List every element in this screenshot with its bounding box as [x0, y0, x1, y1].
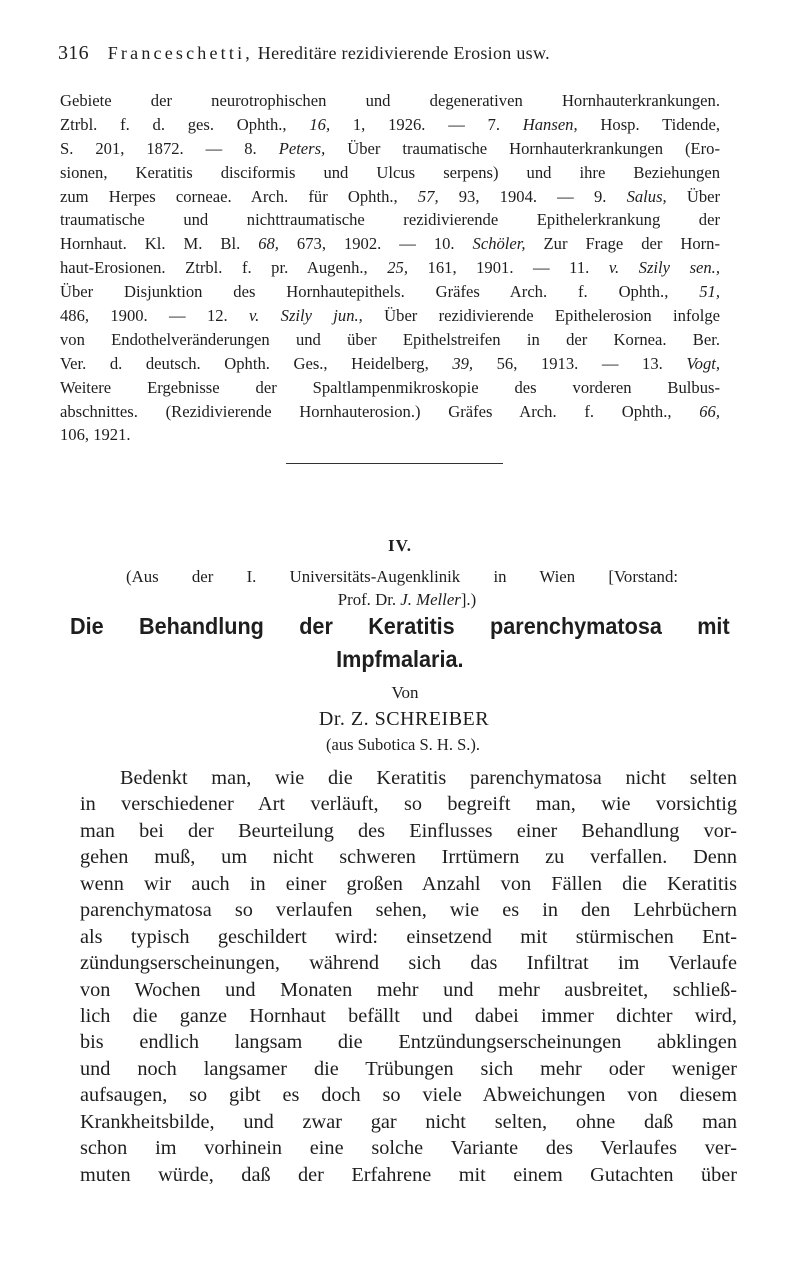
body-line: muten würde, daß der Erfahrene mit einem Gutachten über: [80, 1163, 737, 1186]
body-line: zündungserscheinungen, während sich das Infiltrat im Verlaufe: [80, 952, 737, 975]
reference-italic-text: v. Szily jun.,: [249, 306, 363, 326]
affiliation: [126, 565, 678, 611]
body-line: aufsaugen, so gibt es doch so viele Abweichungen von diesem: [80, 1084, 737, 1107]
article-title-line: Die Behandlung der Keratitis parenchymatosa mit: [70, 613, 730, 639]
reference-text: 56, 1913. — 13.: [473, 353, 687, 373]
reference-line: [60, 423, 720, 447]
reference-line: [60, 328, 720, 352]
reference-line: [60, 208, 720, 232]
reference-text: 673, 1902. — 10.: [278, 234, 473, 254]
reference-line: [60, 137, 720, 161]
body-line: und noch langsamer die Trübungen sich mehr oder weniger: [80, 1057, 737, 1080]
body-line: bis endlich langsam die Entzündungserscheinungen abklingen: [80, 1031, 737, 1054]
reference-text: Gebiete der neurotrophischen und degenerativen Hornhauterkrankungen.: [60, 91, 720, 110]
reference-text: Hosp. Tidende,: [577, 114, 720, 134]
reference-line: [60, 185, 720, 209]
reference-list: [60, 89, 720, 447]
reference-text: Über Disjunktion des Hornhautepithels. Gräfes Arch. f. Ophth.,: [60, 282, 700, 302]
reference-italic-text: 57,: [417, 186, 439, 206]
reference-italic-text: 16,: [309, 114, 331, 134]
running-head-title: Hereditäre rezidivierende Erosion usw.: [257, 43, 550, 63]
reference-text: 93, 1904. — 9.: [438, 186, 627, 206]
section-number: IV.: [388, 536, 412, 555]
reference-italic-text: 66,: [699, 401, 720, 421]
reference-line: [60, 376, 720, 400]
reference-italic-text: 51,: [699, 282, 720, 302]
reference-text: 1, 1926. — 7.: [330, 114, 523, 134]
reference-italic-text: Peters,: [278, 138, 326, 158]
reference-text: S. 201, 1872. — 8.: [60, 138, 279, 158]
reference-line: [60, 232, 720, 256]
body-line: man bei der Beurteilung des Einflusses einer Behandlung vor-: [80, 819, 737, 842]
reference-line: [60, 256, 720, 280]
section-divider: [286, 463, 503, 464]
reference-line: [60, 89, 720, 113]
reference-text: Weitere Ergebnisse der Spaltlampenmikroskopie des vorderen Bulbus-: [60, 377, 720, 397]
body-line: als typisch geschildert wird: einsetzend mit stürmischen Ent-: [80, 925, 737, 948]
reference-line: [60, 352, 720, 376]
article-title: [70, 610, 730, 676]
reference-line: [60, 161, 720, 185]
body-line: wenn wir auch in einer großen Anzahl von Fällen die Keratitis: [80, 872, 737, 895]
body-line: von Wochen und Monaten mehr und mehr ausbreitet, schließ-: [80, 978, 737, 1001]
reference-text: Ver. d. deutsch. Ophth. Ges., Heidelberg,: [60, 353, 453, 373]
affiliation-text: ].): [460, 590, 477, 609]
reference-text: 161, 1901. — 11.: [408, 258, 609, 278]
reference-italic-text: Schöler,: [472, 234, 526, 254]
reference-text: Ztrbl. f. d. ges. Ophth.,: [60, 114, 310, 134]
reference-italic-text: v. Szily sen.,: [608, 258, 720, 278]
running-head-author: Franceschetti,: [107, 43, 253, 63]
reference-text: 486, 1900. — 12.: [60, 306, 250, 326]
reference-text: haut-Erosionen. Ztrbl. f. pr. Augenh.,: [60, 258, 388, 278]
reference-text: Über: [666, 186, 721, 206]
reference-text: 106, 1921.: [60, 425, 131, 445]
reference-text: Hornhaut. Kl. M. Bl.: [60, 234, 259, 254]
reference-text: Über traumatische Hornhauterkrankungen (Ero-: [325, 138, 720, 158]
body-line: gehen muß, um nicht schweren Irrtümern zu verfallen. Denn: [80, 846, 737, 869]
reference-italic-text: Salus,: [626, 186, 667, 206]
reference-line: [60, 400, 720, 424]
reference-italic-text: 39,: [452, 353, 474, 373]
affiliation-line: [126, 565, 678, 588]
reference-line: [60, 304, 720, 328]
by-line: Von: [391, 683, 419, 702]
reference-text: sionen, Keratitis disciformis und Ulcus serpens) und ihre Beziehungen: [60, 162, 720, 182]
affiliation-line: [126, 588, 678, 611]
running-head: [58, 42, 758, 65]
reference-line: [60, 113, 720, 137]
reference-italic-text: 25,: [387, 258, 408, 278]
reference-italic-text: 68,: [258, 234, 279, 254]
reference-italic-text: Hansen,: [522, 114, 578, 134]
reference-line: [60, 280, 720, 304]
body-line: lich die ganze Hornhaut befällt und dabei immer dichter wird,: [80, 1004, 737, 1027]
reference-text: von Endothelveränderungen und über Epithelstreifen in der Kornea. Ber.: [60, 329, 720, 349]
body-line: Krankheitsbilde, und zwar gar nicht selten, ohne daß man: [80, 1110, 737, 1133]
affiliation-italic-text: J. Meller: [400, 590, 461, 609]
affiliation-text: (Aus der I. Universitäts-Augenklinik in Wien [Vorstand:: [126, 567, 678, 586]
body-line: Bedenkt man, wie die Keratitis parenchymatosa nicht selten: [120, 767, 737, 789]
body-paragraph: [80, 765, 737, 1188]
reference-text: abschnittes. (Rezidivierende Hornhauterosion.) Gräfes Arch. f. Ophth.,: [60, 401, 700, 421]
body-line: in verschiedener Art verläuft, so begreift man, wie vorsichtig: [80, 793, 737, 816]
reference-text: Zur Frage der Horn-: [525, 234, 721, 254]
reference-text: traumatische und nichttraumatische rezidivierende Epithelerkrankung der: [60, 210, 720, 230]
article-title-line: Impfmalaria.: [336, 646, 464, 672]
body-line: schon im vorhinein eine solche Variante des Verlaufes ver-: [80, 1137, 737, 1160]
reference-text: Über rezidivierende Epithelerosion infolge: [362, 306, 720, 326]
reference-text: zum Herpes corneae. Arch. für Ophth.,: [60, 186, 418, 206]
article-author: Dr. Z. SCHREIBER: [318, 708, 490, 730]
author-location: (aus Subotica S. H. S.).: [326, 735, 480, 754]
body-line: parenchymatosa so verlaufen sehen, wie es in den Lehrbüchern: [80, 899, 737, 922]
affiliation-text: Prof. Dr.: [337, 590, 401, 609]
reference-italic-text: Vogt,: [686, 353, 721, 373]
page-number: 316: [58, 42, 89, 64]
